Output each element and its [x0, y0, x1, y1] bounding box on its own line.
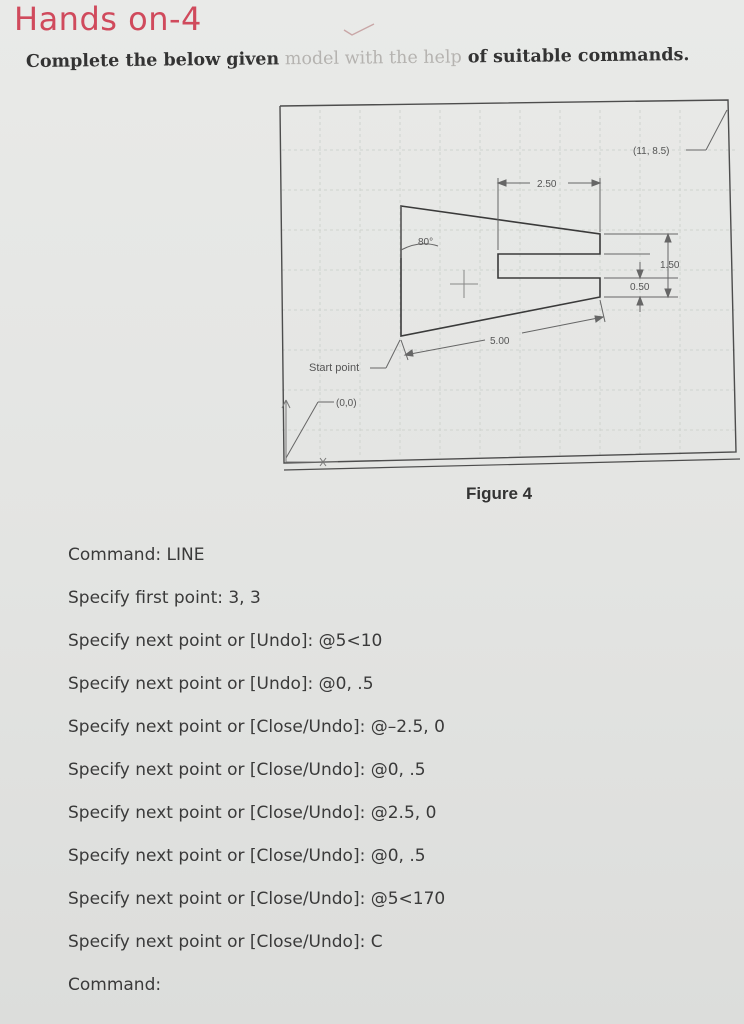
drawing-frame — [280, 100, 740, 470]
start-point-label: Start point — [309, 362, 360, 374]
coord-label-top-right: (11, 8.5) — [633, 146, 670, 157]
command-line: Specify next point or [Close/Undo]: @0, .5 — [68, 846, 426, 866]
dimension-right — [604, 234, 678, 312]
top-right-leader — [686, 110, 727, 150]
ucs-axis-icon — [282, 400, 338, 466]
origin-coord-label: (0,0) — [336, 398, 357, 409]
dim-label-5-00: 5.00 — [490, 336, 510, 347]
command-line: Specify next point or [Close/Undo]: @0, .5 — [68, 760, 426, 780]
angle-80 — [401, 206, 438, 258]
instruction-clear-end: of suitable commands. — [461, 45, 690, 68]
dim-label-0-50: 0.50 — [630, 282, 650, 293]
dim-label-1-50: 1.50 — [660, 260, 680, 271]
command-list — [68, 540, 668, 1013]
instruction-clear-start: Complete the below given — [25, 49, 280, 72]
page-heading: Hands on-4 — [14, 0, 202, 38]
dim-label-2-50: 2.50 — [537, 179, 557, 190]
command-line: Specify next point or [Undo]: @0, .5 — [68, 674, 374, 694]
command-line: Specify first point: 3, 3 — [68, 588, 261, 608]
angle-label: 80° — [418, 237, 434, 248]
command-line: Command: LINE — [68, 545, 205, 565]
model-shape — [401, 206, 600, 336]
center-mark — [450, 270, 478, 298]
command-line: Specify next point or [Close/Undo]: @–2.5, 0 — [68, 717, 445, 737]
command-line: Specify next point or [Close/Undo]: @2.5, 0 — [68, 803, 437, 823]
command-line: Specify next point or [Undo]: @5<10 — [68, 631, 383, 651]
command-line: Specify next point or [Close/Undo]: @5<170 — [68, 889, 446, 909]
command-line: Specify next point or [Close/Undo]: C — [68, 932, 383, 952]
figure-caption: Figure 4 — [466, 484, 533, 503]
start-point-leader — [370, 340, 400, 368]
command-line: Command: — [68, 975, 162, 995]
instruction-faded: model with the help — [279, 47, 462, 70]
